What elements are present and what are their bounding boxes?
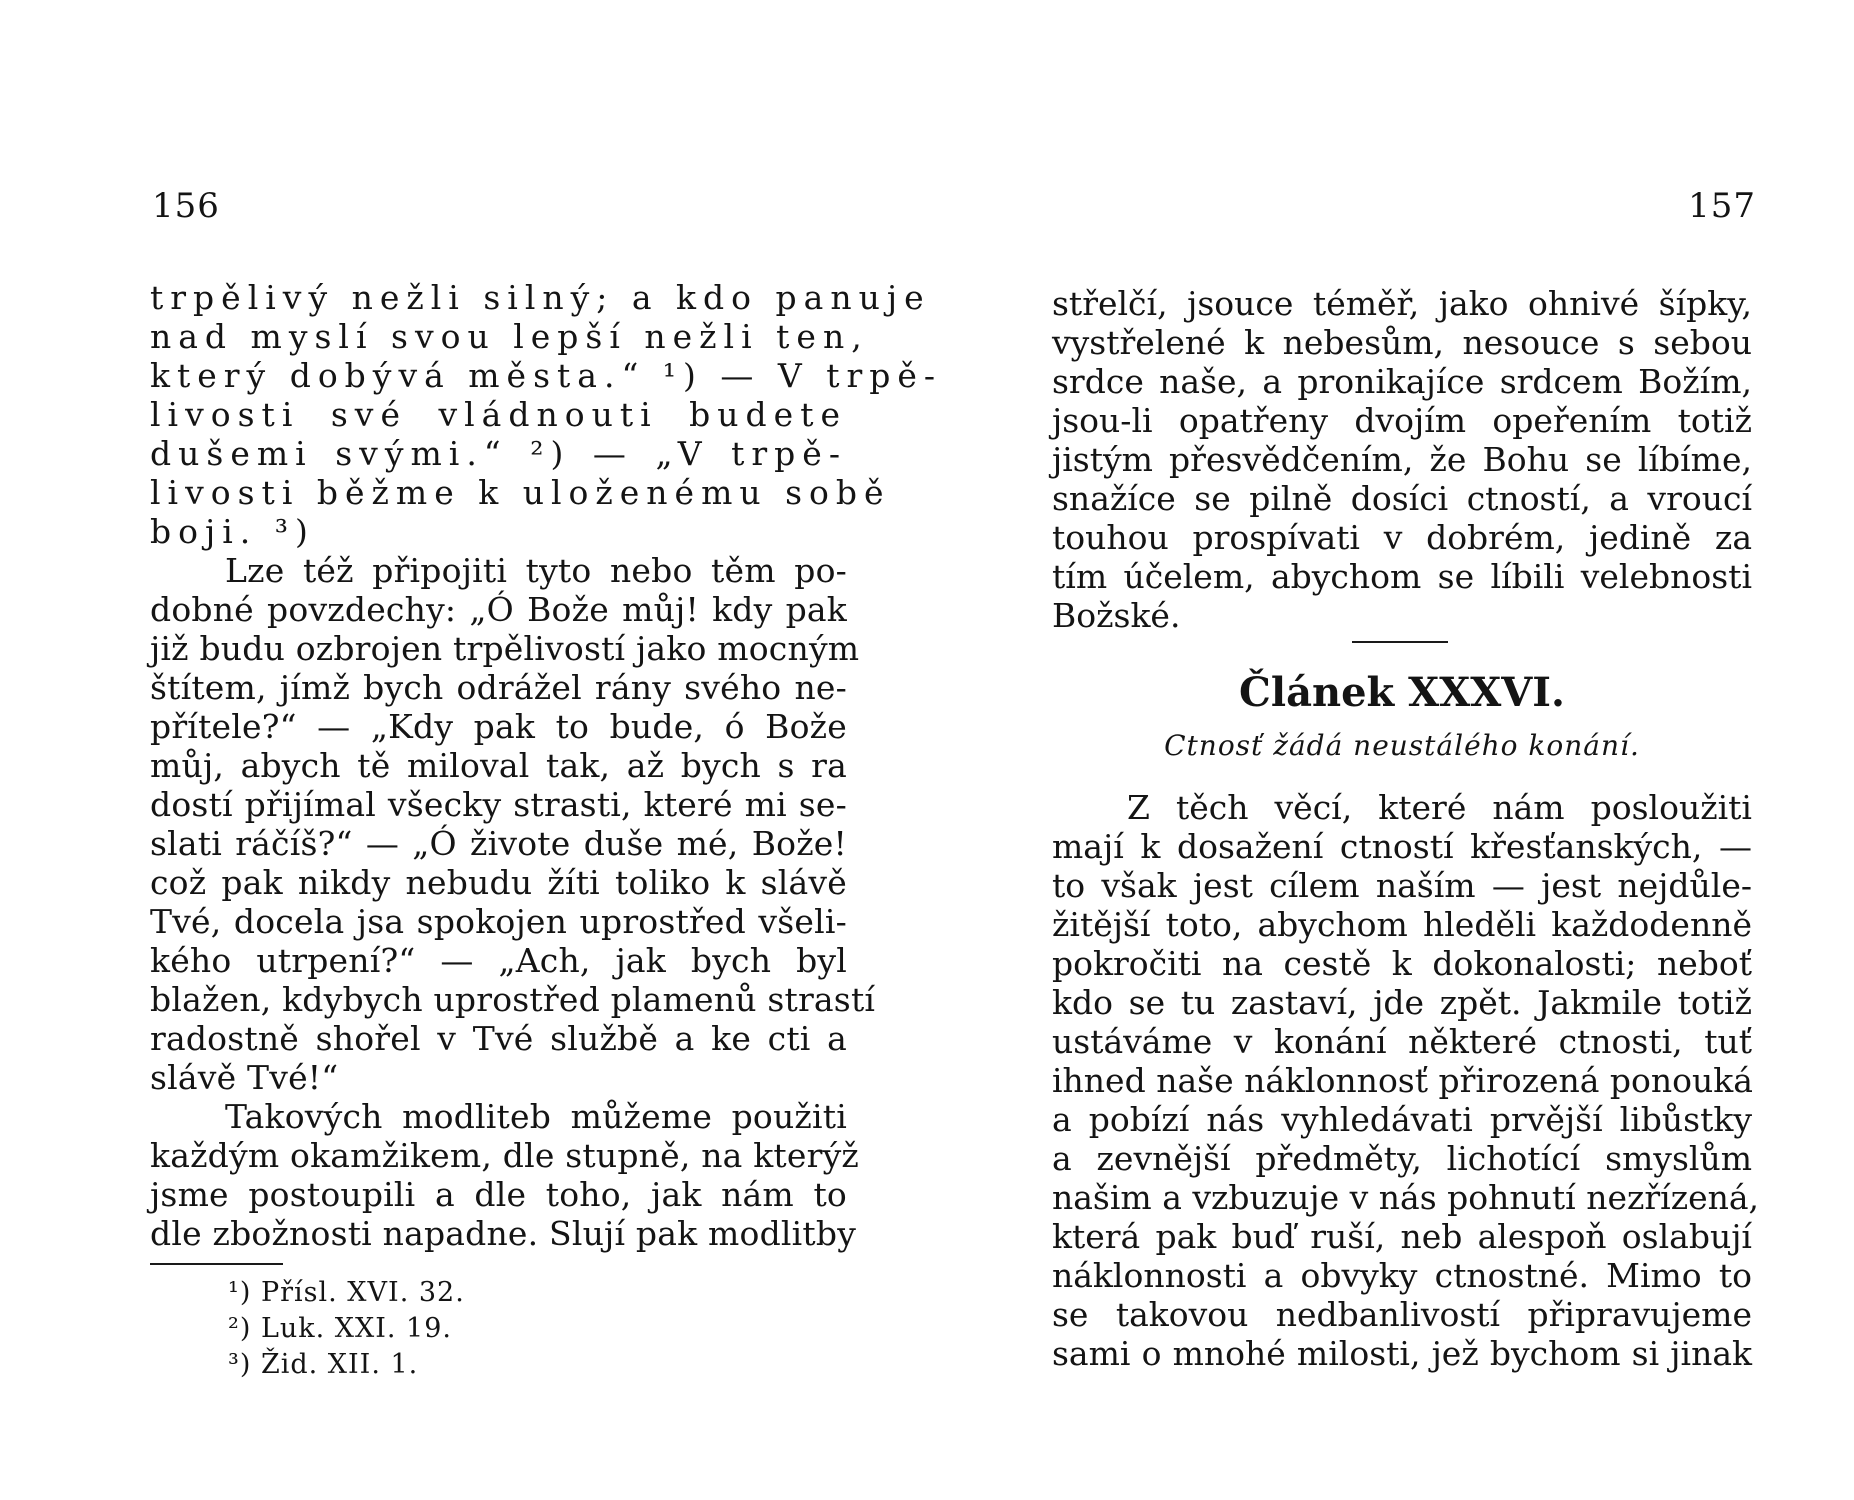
right-page bbox=[927, 0, 1854, 1500]
page-number: 156 bbox=[152, 186, 220, 226]
text-line: jsou-li opatřeny dvojím opeřením totiž bbox=[1052, 401, 1752, 440]
text-line: Božské. bbox=[1052, 596, 1181, 635]
text-line: radostně shořel v Tvé službě a ke cti a bbox=[150, 1019, 847, 1058]
section-divider bbox=[1352, 641, 1448, 643]
text-line: ihned naše náklonnosť přirozená ponouká bbox=[1052, 1061, 1753, 1100]
text-line: který dobývá města.“ ¹) — V trpě- bbox=[150, 356, 943, 395]
text-line: dobné povzdechy: „Ó Bože můj! kdy pak bbox=[150, 590, 847, 629]
text-line: Lze též připojiti tyto nebo těm po- bbox=[225, 551, 847, 590]
text-line: Takových modliteb můžeme použiti bbox=[225, 1097, 847, 1136]
text-line: snažíce se pilně dosíci ctností, a vroucí bbox=[1052, 479, 1752, 518]
text-line: nad myslí svou lepší nežli ten, bbox=[150, 317, 869, 356]
footnote: ³) Žid. XII. 1. bbox=[228, 1349, 419, 1380]
text-line: blažen, kdybych uprostřed plamenů strastí bbox=[150, 980, 876, 1019]
article-subtitle: Ctnosť žádá neustálého konání. bbox=[1164, 729, 1640, 762]
text-line: kdo se tu zastaví, jde zpět. Jakmile totiž bbox=[1052, 983, 1752, 1022]
text-line: žitější toto, abychom hleděli každodenně bbox=[1052, 905, 1752, 944]
footnote: ²) Luk. XXI. 19. bbox=[228, 1313, 452, 1344]
text-line: každým okamžikem, dle stupně, na kterýž bbox=[150, 1136, 860, 1175]
right-body-text-bottom bbox=[1052, 788, 1760, 1373]
text-line: a zevnější předměty, lichotící smyslům bbox=[1052, 1139, 1752, 1178]
article-heading: Článek XXXVI. bbox=[1239, 669, 1565, 716]
text-line: pokročiti na cestě k dokonalosti; neboť bbox=[1052, 944, 1752, 983]
text-line: můj, abych tě miloval tak, až bych s ra bbox=[150, 746, 847, 785]
text-line: štítem, jímž bych odrážel rány svého ne- bbox=[150, 668, 847, 707]
text-line: se takovou nedbanlivostí připravujeme bbox=[1052, 1295, 1752, 1334]
text-line: livosti běžme k uloženému sobě bbox=[150, 473, 891, 512]
text-line: dušemi svými.“ ²) — „V trpě- bbox=[150, 434, 847, 473]
text-line: kého utrpení?“ — „Ach, jak bych byl bbox=[150, 941, 847, 980]
text-line: již budu ozbrojen trpělivostí jako mocným bbox=[150, 629, 860, 668]
footnote: ¹) Přísl. XVI. 32. bbox=[228, 1277, 465, 1308]
text-line: mají k dosažení ctností křesťanských, — bbox=[1052, 827, 1752, 866]
text-line: touhou prospívati v dobrém, jedině za bbox=[1052, 518, 1752, 557]
text-line: srdce naše, a pronikajíce srdcem Božím, bbox=[1052, 362, 1752, 401]
text-line: našim a vzbuzuje v nás pohnutí nezřízená, bbox=[1052, 1178, 1760, 1217]
right-body-text-top bbox=[1052, 284, 1752, 635]
text-line: to však jest cílem naším — jest nejdůle- bbox=[1052, 866, 1752, 905]
text-line: jistým přesvědčením, že Bohu se líbíme, bbox=[1052, 440, 1752, 479]
text-line: jsme postoupili a dle toho, jak nám to bbox=[150, 1175, 847, 1214]
text-line: Tvé, docela jsa spokojen uprostřed všeli- bbox=[150, 902, 847, 941]
text-line: střelčí, jsouce téměř, jako ohnivé šípky, bbox=[1052, 284, 1752, 323]
text-line: Z těch věcí, které nám posloužiti bbox=[1127, 788, 1752, 827]
text-line: slati ráčíš?“ — „Ó živote duše mé, Bože! bbox=[150, 824, 847, 863]
page-number: 157 bbox=[1688, 186, 1756, 226]
text-line: dostí přijímal všecky strasti, které mi se- bbox=[150, 785, 847, 824]
text-line: přítele?“ — „Kdy pak to bude, ó Bože bbox=[150, 707, 847, 746]
footnote-divider bbox=[150, 1263, 283, 1265]
text-line: dle zbožnosti napadne. Slují pak modlitby bbox=[150, 1214, 857, 1253]
text-line: tím účelem, abychom se líbili velebnosti bbox=[1052, 557, 1752, 596]
text-line: která pak buď ruší, neb alespoň oslabují bbox=[1052, 1217, 1752, 1256]
left-body-text bbox=[150, 278, 943, 1253]
text-line: boji. ³) bbox=[150, 512, 315, 551]
text-line: slávě Tvé!“ bbox=[150, 1058, 339, 1097]
text-line: a pobízí nás vyhledávati prvější libůstky bbox=[1052, 1100, 1752, 1139]
text-line: náklonnosti a obvyky ctnostné. Mimo to bbox=[1052, 1256, 1752, 1295]
text-line: trpělivý nežli silný; a kdo panuje bbox=[150, 278, 931, 317]
text-line: ustáváme v konání některé ctnosti, tuť bbox=[1052, 1022, 1752, 1061]
text-line: sami o mnohé milosti, jež bychom si jinak bbox=[1052, 1334, 1752, 1373]
text-line: livosti své vládnouti budete bbox=[150, 395, 847, 434]
footnotes bbox=[228, 1275, 465, 1383]
text-line: vystřelené k nebesům, nesouce s sebou bbox=[1052, 323, 1752, 362]
text-line: což pak nikdy nebudu žíti toliko k slávě bbox=[150, 863, 847, 902]
